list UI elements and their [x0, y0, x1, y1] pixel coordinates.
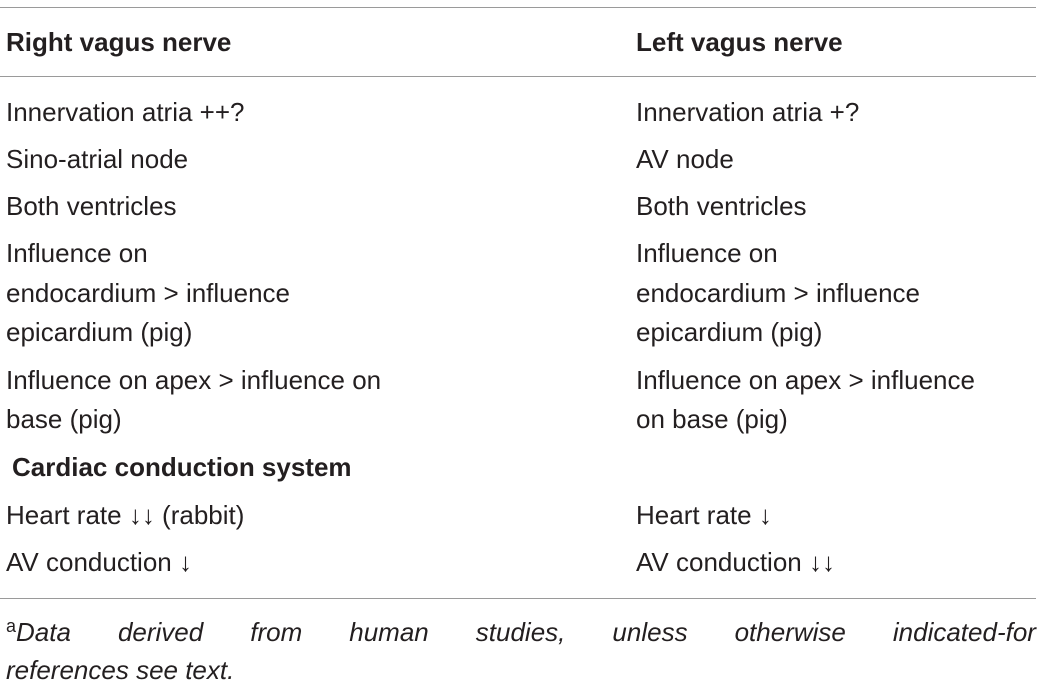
cell-right-apex-line1: Influence on apex > influence on [6, 365, 382, 395]
footnote-word: indicated-for [892, 617, 1036, 647]
cell-right-av-conduction: AV conduction ↓ [6, 547, 192, 577]
table-top-rule [0, 7, 1036, 8]
footnote-first-word: $^a$Data [6, 616, 71, 647]
cell-left-av-conduction: AV conduction ↓↓ [636, 547, 835, 577]
cell-right-node: Sino-atrial node [6, 144, 189, 174]
cell-left-apex-line1: Influence on apex > influence [636, 365, 975, 395]
footnote-word: unless [612, 617, 688, 647]
cell-right-heart-rate: Heart rate ↓↓ (rabbit) [6, 500, 245, 530]
cell-left-endocardium-line1: Influence on [636, 238, 778, 268]
cell-left-apex-line2: on base (pig) [636, 404, 788, 434]
footnote-word: studies, [475, 617, 566, 647]
cell-left-endocardium-line2: endocardium > influence [636, 278, 921, 308]
footnote-word: derived [117, 617, 204, 647]
cell-right-endocardium-line3: epicardium (pig) [6, 317, 193, 347]
cell-left-ventricles: Both ventricles [636, 191, 807, 221]
cell-right-innervation: Innervation atria ++? [6, 97, 245, 127]
footnote-marker: a [6, 616, 17, 636]
footnote-word: from [250, 617, 303, 647]
cell-left-node: AV node [636, 144, 734, 174]
cell-right-endocardium-line1: Influence on [6, 238, 148, 268]
cell-right-apex-line2: base (pig) [6, 404, 122, 434]
table-bottom-rule [0, 598, 1036, 599]
footnote-line2: references see text. [6, 655, 235, 685]
cell-left-heart-rate: Heart rate ↓ [636, 500, 772, 530]
footnote-line1 [6, 607, 1036, 651]
footnote-word: human [349, 617, 429, 647]
cell-left-endocardium-line3: epicardium (pig) [636, 317, 823, 347]
cell-left-innervation: Innervation atria +? [636, 97, 860, 127]
footnote-word: otherwise [734, 617, 846, 647]
header-left-vagus: Left vagus nerve [636, 27, 843, 57]
table-footnote [6, 607, 1036, 689]
section-title-conduction: Cardiac conduction system [12, 452, 352, 482]
cell-right-ventricles: Both ventricles [6, 191, 177, 221]
cell-right-endocardium-line2: endocardium > influence [6, 278, 291, 308]
header-rule [0, 76, 1036, 77]
header-right-vagus: Right vagus nerve [6, 27, 232, 57]
